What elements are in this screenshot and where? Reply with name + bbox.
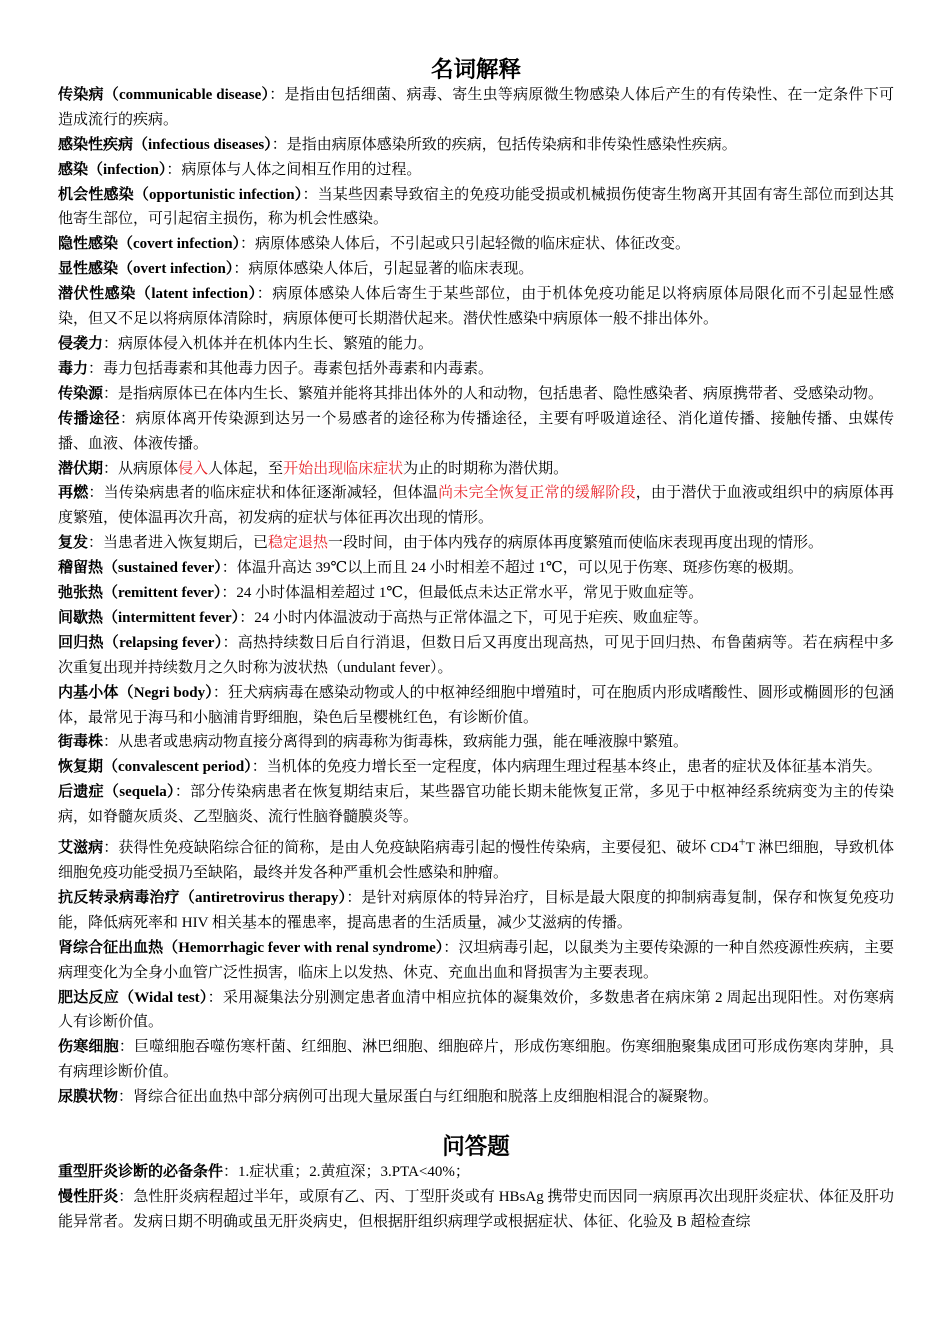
term-heading: 重型肝炎诊断的必备条件 — [58, 1163, 224, 1180]
qa-list — [58, 1160, 894, 1235]
definition-text: ：高热持续数日后自行消退，但数日后又再度出现高热，可见于回归热、布鲁菌病等。若在病程中多次重复出现并持续数月之久时称为波状热（undulant fever）。 — [58, 634, 894, 676]
definition-text: ：24 小时内体温波动于高热与正常体温之下，可见于疟疾、败血症等。 — [239, 609, 708, 626]
definition-paragraph — [58, 1160, 894, 1185]
definition-text: ：病原体感染人体后，不引起或只引起轻微的临床症状、体征改变。 — [240, 236, 691, 253]
definition-text: ：24 小时体温相差超过 1℃，但最低点未达正常水平，常见于败血症等。 — [221, 585, 704, 602]
definition-paragraph — [58, 730, 894, 755]
definition-paragraph — [58, 581, 894, 606]
term-heading: 恢复期（convalescent period） — [58, 759, 252, 776]
definition-text: ：病原体感染人体后，引起显著的临床表现。 — [233, 261, 534, 278]
term-heading: 再燃 — [58, 485, 89, 502]
definition-text: ：病原体离开传染源到达另一个易感者的途径称为传播途径，主要有呼吸道途径、消化道传播、接触传播、虫媒传播、血液、体液传播。 — [58, 410, 894, 452]
definition-text: ：肾综合征出血热中部分病例可出现大量尿蛋白与红细胞和脱落上皮细胞相混合的凝聚物。 — [118, 1089, 719, 1106]
definition-paragraph — [58, 780, 894, 830]
highlighted-text: 开始出现临床症状 — [283, 460, 404, 477]
definition-text: ：从病原体 — [103, 460, 179, 477]
term-heading: 显性感染（overt infection） — [58, 261, 234, 278]
definition-paragraph — [58, 457, 894, 482]
highlighted-text: 侵入 — [178, 460, 209, 477]
definition-paragraph — [58, 936, 894, 986]
definition-text: ：是指由包括细菌、病毒、寄生虫等病原微生物感染人体后产生的有传染性、在一定条件下可造成流行的疾病。 — [58, 86, 894, 128]
term-heading: 尿膜状物 — [58, 1089, 119, 1106]
definition-paragraph — [58, 282, 894, 332]
definition-paragraph — [58, 830, 894, 886]
term-heading: 毒力 — [58, 360, 89, 377]
definition-paragraph — [58, 257, 894, 282]
term-heading: 后遗症（sequela） — [58, 784, 175, 801]
term-heading: 传播途径 — [58, 410, 120, 427]
definition-text: ：毒力包括毒素和其他毒力因子。毒素包括外毒素和内毒素。 — [88, 360, 494, 377]
definition-text: ：狂犬病病毒在感染动物或人的中枢神经细胞中增殖时，可在胞质内形成嗜酸性、圆形或椭圆形的包涵体，最常见于海马和小脑浦肯野细胞，染色后呈樱桃红色，有诊断价值。 — [58, 684, 894, 726]
definition-text: ：当机体的免疫力增长至一定程度，体内病理生理过程基本终止，患者的症状及体征基本消失。 — [251, 759, 882, 776]
definition-text: ：当某些因素导致宿主的免疫功能受损或机械损伤使寄生物离开其固有寄生部位而到达其他寄生部位，可引起宿主损伤，称为机会性感染。 — [58, 186, 894, 228]
definition-text: ：1.症状重；2.黄疸深；3.PTA<40%； — [223, 1163, 470, 1180]
term-heading: 潜伏期 — [58, 460, 104, 477]
definition-text: ：获得性免疫缺陷综合征的简称，是由人免疫缺陷病毒引起的慢性传染病，主要侵犯、破坏 CD4 — [103, 840, 739, 857]
definition-paragraph — [58, 183, 894, 233]
definition-text: ：急性肝炎病程超过半年，或原有乙、丙、丁型肝炎或有 HBsAg 携带史而因同一病原再次出现肝炎症状、体征及肝功能异常者。发病日期不明确或虽无肝炎病史，但根据肝组织病理学或根据症状、体征、化验及 B 超检查综 — [58, 1188, 894, 1230]
definition-text: ：从患者或患病动物直接分离得到的病毒称为街毒株，致病能力强，能在唾液腺中繁殖。 — [103, 734, 689, 751]
definition-text: ，由于潜伏于血液或组织中的病原体再度繁殖，使体温再次升高，初发病的症状与体征再次出现的情形。 — [58, 485, 894, 527]
term-heading: 感染性疾病（infectious diseases） — [58, 136, 272, 153]
definition-paragraph — [58, 481, 894, 531]
definition-paragraph — [58, 886, 894, 936]
definition-text: ：病原体侵入机体并在机体内生长、繁殖的能力。 — [103, 335, 434, 352]
definition-paragraph — [58, 1185, 894, 1235]
definition-text: ：当传染病患者的临床症状和体征逐渐减轻，但体温 — [88, 485, 439, 502]
term-heading: 抗反转录病毒治疗（antiretrovirus therapy） — [58, 889, 347, 906]
definition-paragraph — [58, 232, 894, 257]
definition-text: ：是针对病原体的特异治疗，目标是最大限度的抑制病毒复制，保存和恢复免疫功能，降低病死率和 HIV 相关基本的罹患率，提高患者的生活质量，减少艾滋病的传播。 — [58, 889, 894, 931]
term-heading: 肾综合征出血热（Hemorrhagic fever with renal syndrome） — [58, 939, 444, 956]
term-heading: 肥达反应（Widal test） — [58, 989, 208, 1006]
definition-paragraph — [58, 133, 894, 158]
term-heading: 艾滋病 — [58, 840, 104, 857]
term-heading: 慢性肝炎 — [58, 1188, 119, 1205]
definition-paragraph — [58, 606, 894, 631]
definition-paragraph — [58, 556, 894, 581]
definition-paragraph — [58, 357, 894, 382]
section-gap — [58, 1110, 894, 1135]
definition-text: T 淋巴细胞，导致机体细胞免疫功能受损乃至缺陷，最终并发各种严重机会性感染和肿瘤。 — [58, 840, 894, 881]
term-heading: 传染源 — [58, 385, 104, 402]
definition-text: 人体起，至 — [208, 460, 284, 477]
definition-paragraph — [58, 332, 894, 357]
superscript-text: + — [738, 835, 746, 850]
term-heading: 侵袭力 — [58, 335, 104, 352]
definition-paragraph — [58, 407, 894, 457]
term-heading: 稽留热（sustained fever） — [58, 560, 222, 577]
definition-text: ：汉坦病毒引起，以鼠类为主要传染源的一种自然疫源性疾病，主要病理变化为全身小血管广泛性损害，临床上以发热、休克、充血出血和肾损害为主要表现。 — [58, 939, 894, 981]
definition-text: ：是指由病原体感染所致的疾病，包括传染病和非传染性感染性疾病。 — [271, 136, 737, 153]
term-heading: 复发 — [58, 535, 89, 552]
definition-text: ：当患者进入恢复期后，已 — [88, 535, 269, 552]
definition-text: 一段时间，由于体内残存的病原体再度繁殖而使临床表现再度出现的情形。 — [328, 535, 824, 552]
definition-text: ：巨噬细胞吞噬伤寒杆菌、红细胞、淋巴细胞、细胞碎片，形成伤寒细胞。伤寒细胞聚集成团可形成伤寒肉芽肿，具有病理诊断价值。 — [58, 1039, 894, 1081]
definition-paragraph — [58, 83, 894, 133]
term-heading: 伤寒细胞 — [58, 1039, 119, 1056]
definition-paragraph — [58, 681, 894, 731]
term-heading: 街毒株 — [58, 734, 104, 751]
glossary-list — [58, 83, 894, 1110]
qa-title: 问答题 — [442, 1133, 510, 1159]
definition-text: ：病原体感染人体后寄生于某些部位，由于机体免疫功能足以将病原体局限化而不引起显性感染，但又不足以将病原体清除时，病原体便可长期潜伏起来。潜伏性感染中病原体一般不排出体外。 — [58, 286, 894, 328]
term-heading: 回归热（relapsing fever） — [58, 634, 223, 651]
highlighted-text: 尚未完全恢复正常的缓解阶段 — [438, 485, 636, 502]
definition-paragraph — [58, 158, 894, 183]
definition-paragraph — [58, 986, 894, 1036]
term-heading: 弛张热（remittent fever） — [58, 585, 222, 602]
definition-text: 为止的时期称为潜伏期。 — [403, 460, 569, 477]
definition-paragraph — [58, 631, 894, 681]
definition-paragraph — [58, 755, 894, 780]
term-heading: 隐性感染（covert infection） — [58, 236, 241, 253]
definition-text: ：体温升高达 39℃以上而且 24 小时相差不超过 1℃，可以见于伤寒、斑疹伤寒的极期。 — [221, 560, 803, 577]
definition-text: ：是指病原体已在体内生长、繁殖并能将其排出体外的人和动物，包括患者、隐性感染者、病原携带者、受感染动物。 — [103, 385, 884, 402]
definition-text: ：部分传染病患者在恢复期结束后，某些器官功能长期未能恢复正常，多见于中枢神经系统病变为主的传染病，如脊髓灰质炎、乙型脑炎、流行性脑脊髓膜炎等。 — [58, 784, 894, 826]
definition-text: ：采用凝集法分别测定患者血清中相应抗体的凝集效价，多数患者在病床第 2 周起出现阳性。对伤寒病人有诊断价值。 — [58, 989, 894, 1031]
term-heading: 感染（infection） — [58, 161, 167, 178]
definition-paragraph — [58, 1035, 894, 1085]
glossary-title: 名词解释 — [430, 57, 521, 82]
term-heading: 传染病（communicable disease） — [58, 86, 270, 103]
definition-text: ：病原体与人体之间相互作用的过程。 — [166, 161, 422, 178]
term-heading: 间歇热（intermittent fever） — [58, 609, 240, 626]
definition-paragraph — [58, 531, 894, 556]
definition-paragraph — [58, 382, 894, 407]
definition-paragraph — [58, 1085, 894, 1110]
term-heading: 潜伏性感染（latent infection） — [58, 286, 257, 303]
term-heading: 内基小体（Negri body） — [58, 684, 213, 701]
highlighted-text: 稳定退热 — [268, 535, 329, 552]
term-heading: 机会性感染（opportunistic infection） — [58, 186, 303, 203]
